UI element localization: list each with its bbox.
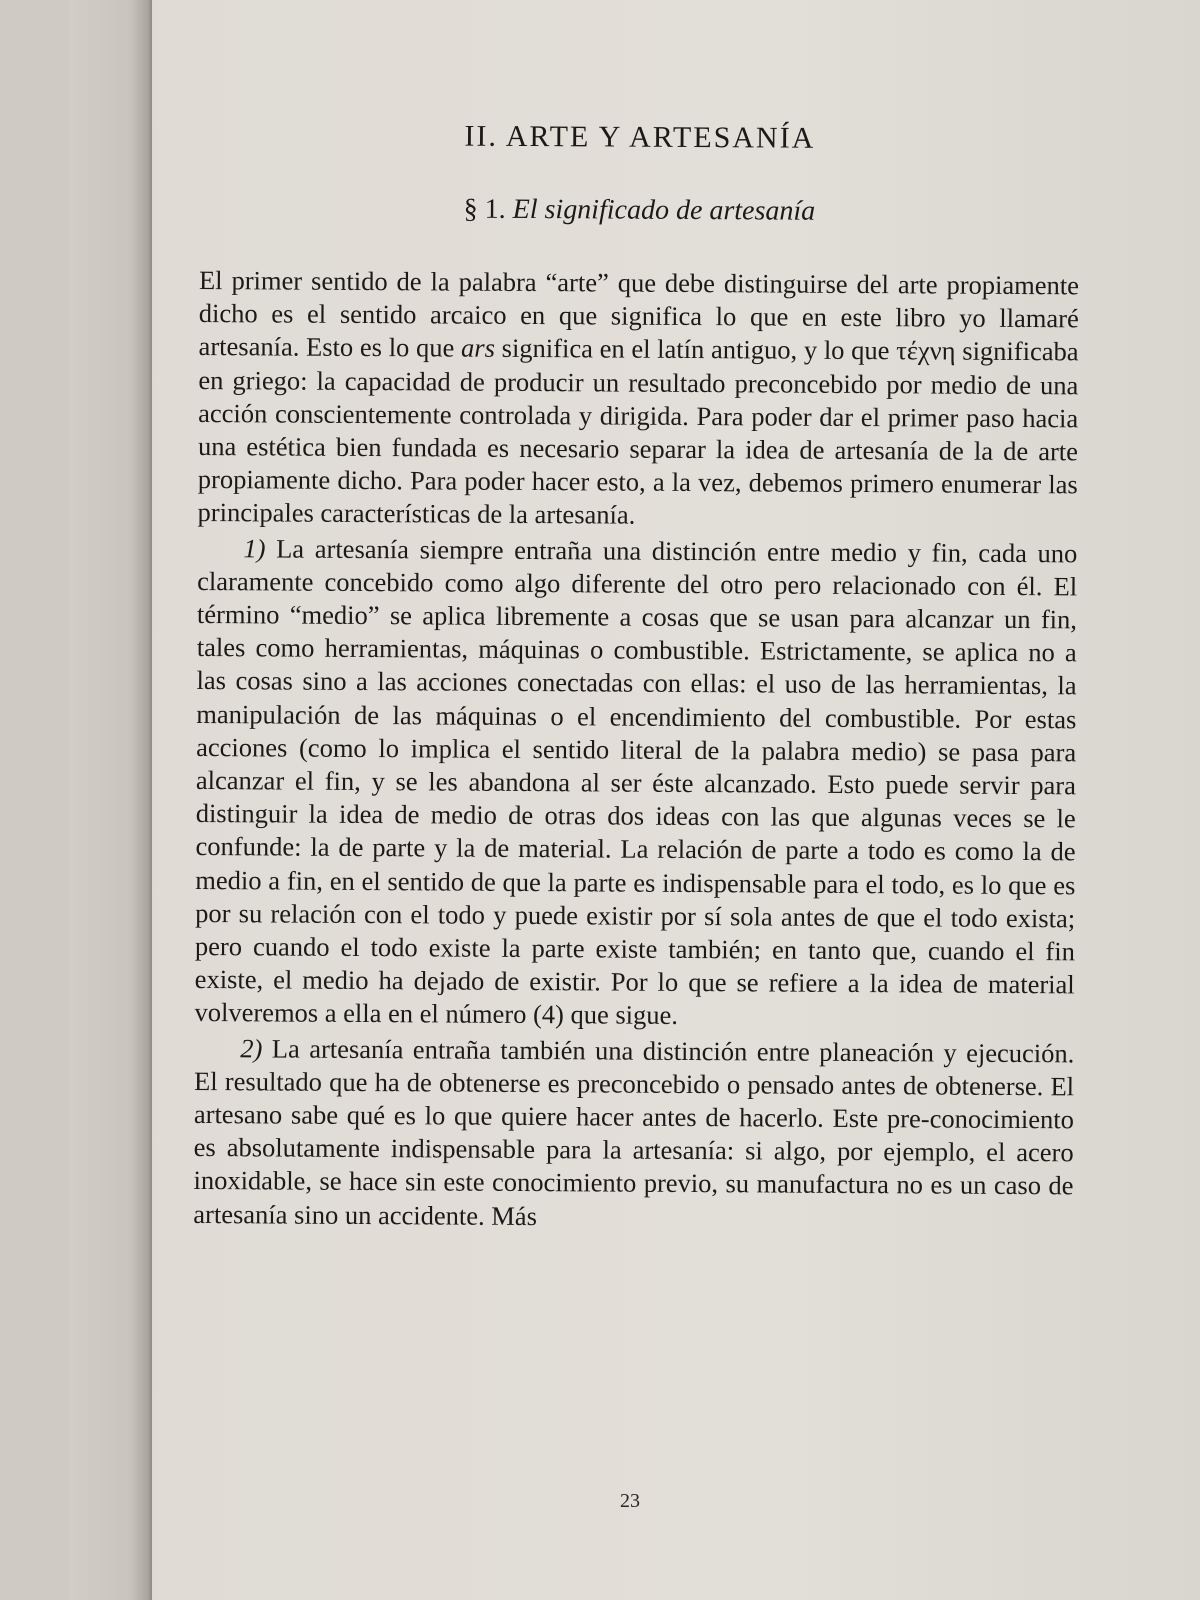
point-number-1: 1): [243, 532, 266, 564]
page-gutter: [70, 0, 152, 1600]
paragraph-intro-a: El primer sentido de la palabra “arte” que debe distinguirse del arte propiamente dicho es el sentido arcaico en que significa lo que en este libro yo llamaré artesanía. Esto es lo que: [198, 264, 1080, 364]
section-heading: El significado de artesanía: [512, 193, 816, 227]
paragraph-intro-c: significaba en griego: la capacidad de producir un resultado preconcebido por medio de una acción conscientemente controlada y dirigida. Para poder dar el primer paso hacia una estética bien fundada es necesario separar la idea de artesanía de la de arte propiamente dicho. Para poder hacer esto, a la vez, debemos primero enumerar las principales características de la artesanía.: [197, 336, 1079, 531]
point-number-2: 2): [240, 1032, 263, 1064]
paragraph-point-2: [193, 1032, 1074, 1237]
greek-term-techne: τέχνη: [896, 335, 956, 367]
chapter-title: II. ARTE Y ARTESANÍA: [464, 119, 816, 155]
section-title: [199, 192, 1079, 229]
section-mark: § 1.: [463, 193, 506, 225]
page-number: 23: [620, 1490, 640, 1512]
page-text-block: [193, 118, 1080, 1236]
paragraph-point-1: [194, 532, 1077, 1035]
point-text-2: La artesanía entraña también una distinción entre planeación y ejecución. El resultado que ha de obtenerse es preconcebido o pensado antes de obtenerse. El artesano sabe qué es lo que quiere hacer antes de hacerlo. Este pre-conocimiento es absolutamente indispensable para la artesanía: si algo, por ejemplo, el acero inoxidable, se hace sin este conocimiento previo, su manufactura no es un caso de artesanía sino un accidente. Más: [193, 1033, 1075, 1231]
point-text-1: La artesanía siempre entraña una distinción entre medio y fin, cada uno claramente concebido como algo diferente del otro pero relacionado con él. El término “medio” se aplica libremente a cosas que se usan para alcanzar un fin, tales como herramientas, máquinas o combustible. Estrictamente, se aplica no a las cosas sino a las acciones conectadas con ellas: el uso de las herramientas, la manipulación de las máquinas o el encendimiento del combustible. Por estas acciones (como lo implica el sentido literal de la palabra medio) se pasa para alcanzar el fin, y se les abandona al ser éste alcanzado. Esto puede servir para distinguir la idea de medio de otras dos ideas con las que algunas veces se le confunde: la de parte y la de material. La relación de parte a todo es como la de medio a fin, en el sentido de que la parte es indispensable para el todo, es lo que es por su relación con el todo y puede existir por sí sola antes de que el todo exista; pero cuando el todo existe la parte existe también; en tanto que, cuando el fin existe, el medio ha dejado de existir. Por lo que se refiere a la idea de material volveremos a ella en el número (4) que sigue.: [194, 533, 1078, 1031]
paragraph-intro-b: significa en el latín antiguo, y lo que: [494, 333, 897, 366]
latin-term-ars: ars: [460, 333, 496, 364]
paragraph-intro: [197, 264, 1079, 535]
